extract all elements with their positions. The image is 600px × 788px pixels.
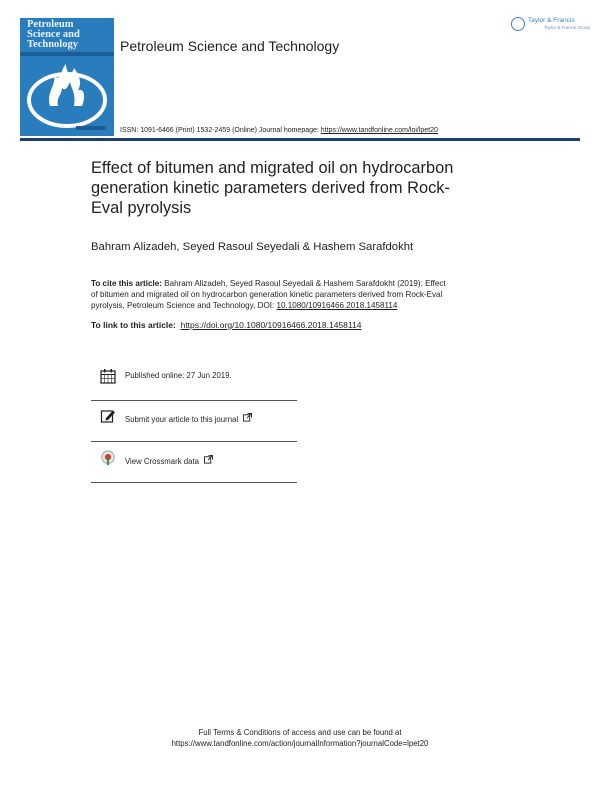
crossmark-row[interactable] — [100, 450, 300, 466]
submit-article-link[interactable] — [125, 413, 252, 424]
published-date: Published online: 27 Jun 2019. — [125, 371, 232, 380]
divider — [91, 482, 297, 483]
authors: Bahram Alizadeh, Seyed Rasoul Seyedali & Hashem Sarafdokht — [91, 241, 414, 253]
issn-line — [120, 127, 438, 134]
link-line — [91, 320, 361, 330]
citation-line-1: Bahram Alizadeh, Seyed Rasoul Seyedali & Hashem Sarafdokht (2019): Effect — [164, 279, 446, 288]
header-rule — [20, 138, 580, 141]
publisher-sub: Taylor & Francis Group — [544, 25, 591, 30]
citation-block — [91, 278, 516, 311]
publisher-name: Taylor & Francis — [528, 17, 575, 24]
divider — [91, 441, 297, 442]
submit-article-label: Submit your article to this journal — [125, 415, 239, 424]
article-title: Effect of bitumen and migrated oil on hydrocarbon generation kinetic parameters derived from Rock- Eval pyrolysis — [91, 159, 454, 217]
journal-name: Petroleum Science and Technology — [120, 38, 340, 54]
external-link-icon — [204, 455, 213, 464]
cover-band — [20, 52, 114, 56]
crossmark-link[interactable] — [125, 455, 213, 466]
submit-row[interactable] — [100, 408, 300, 424]
external-link-icon — [243, 413, 252, 422]
calendar-icon — [100, 368, 116, 384]
journal-homepage-link[interactable]: https://www.tandfonline.com/loi/lpet20 — [320, 127, 438, 134]
citation-label: To cite this article: — [91, 279, 162, 288]
published-row — [100, 368, 300, 384]
edit-icon — [100, 408, 116, 424]
crossmark-label: View Crossmark data — [125, 457, 199, 466]
citation-line-3: pyrolysis, Petroleum Science and Technology, DOI: — [91, 301, 275, 310]
crossmark-icon — [100, 450, 116, 466]
publisher-logo-icon — [511, 17, 525, 31]
journal-cover — [20, 18, 114, 136]
footer-terms-line: Full Terms & Conditions of access and use can be found at — [198, 728, 402, 737]
doi-link[interactable]: 10.1080/10916466.2018.1458114 — [276, 301, 398, 310]
citation-line-2: of bitumen and migrated oil on hydrocarbon generation kinetic parameters derived from Rock-Eval — [91, 290, 443, 299]
footer — [0, 727, 600, 749]
publisher-logo[interactable] — [511, 16, 591, 36]
footer-url[interactable]: https://www.tandfonline.com/action/journalInformation?journalCode=lpet20 — [171, 739, 429, 748]
link-label: To link to this article: — [91, 320, 176, 330]
cover-title: Petroleum Science and Technology — [27, 19, 80, 50]
divider — [91, 400, 297, 401]
issn-text: ISSN: 1091-6466 (Print) 1532-2459 (Online) Journal homepage: — [120, 127, 319, 134]
article-link[interactable]: https://doi.org/10.1080/10916466.2018.1458114 — [180, 320, 362, 330]
